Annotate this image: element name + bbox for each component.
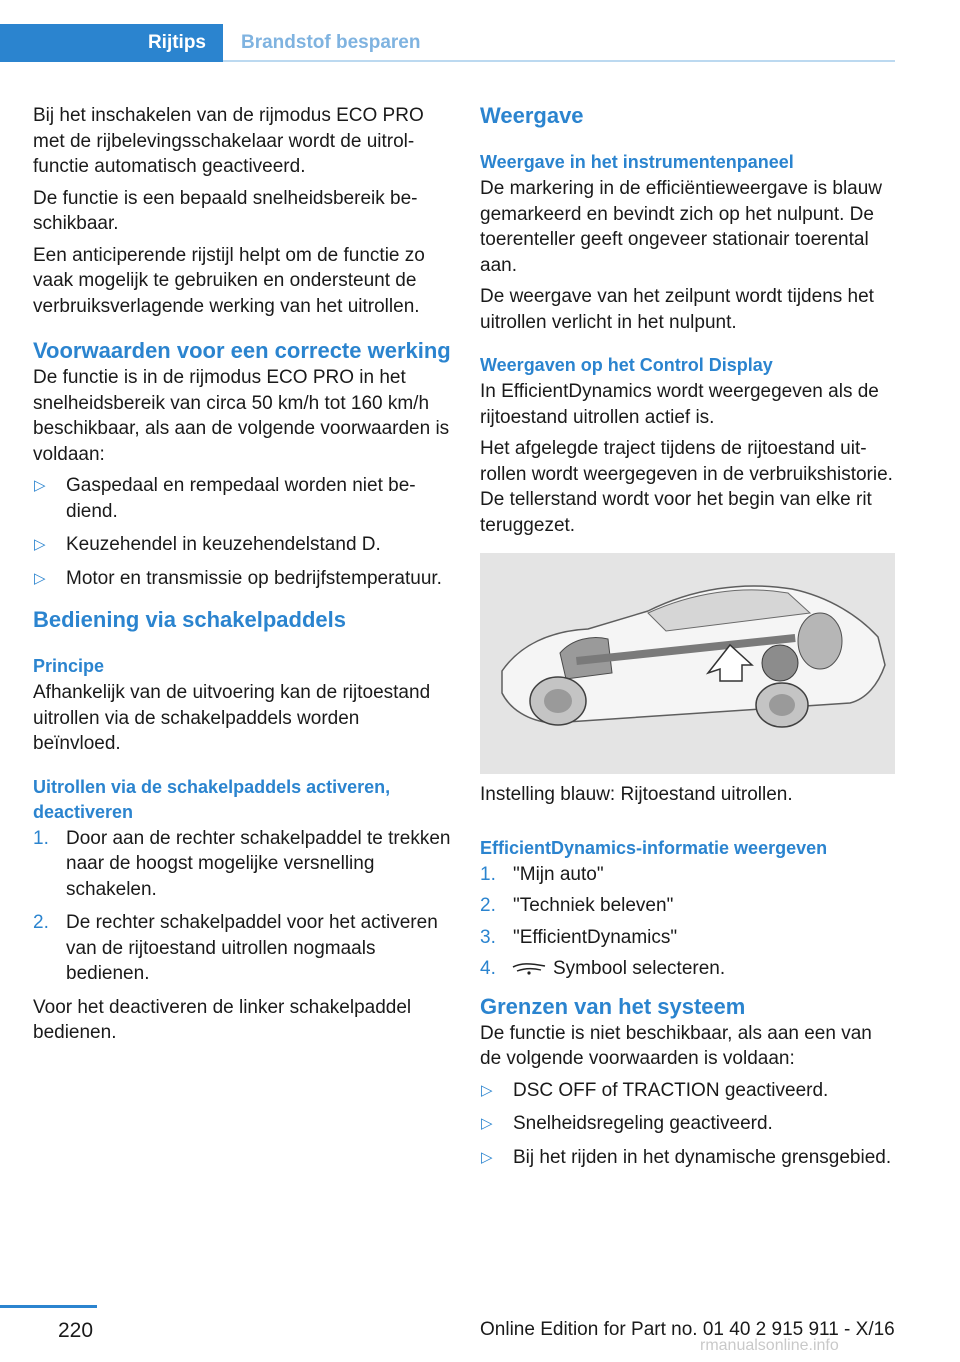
- display-heading: Weergave: [480, 103, 584, 128]
- control-text: Het afgelegde traject tijdens de rijtoestand uitrollen wordt weergegeven in de verbruikshistorie. De tellerstand wordt voor het begin van elke rit teruggezet.: [480, 438, 893, 536]
- edition-text: Online Edition for Part no. 01 40 2 915 911 - X/16: [480, 1319, 895, 1340]
- header-tabbar: [0, 24, 895, 62]
- list-item: ▷ Keuzehendel in keuzehendelstand D.: [33, 532, 451, 558]
- limits-list: [480, 1078, 898, 1171]
- intro-paragraph: Een anticiperende rijstijl helpt om de functie zo vaak mogelijk te gebruiken en ondersteunt de verbruiksverlagende werking van het uitrollen.: [33, 244, 425, 317]
- list-item: ▷ DSC OFF of TRACTION geactiveerd.: [480, 1078, 898, 1104]
- activate-steps: [33, 826, 451, 987]
- principle-text: Afhankelijk van de uitvoering kan de rijtoestand uitrollen via de schakelpaddels worden beïnvloed.: [33, 682, 431, 754]
- info-steps: [480, 862, 898, 982]
- left-column: [33, 103, 451, 1052]
- intro-paragraph: Bij het inschakelen van de rijmodus ECO PRO met de rijbelevingsschakelaar wordt de uitrolfunctie automatisch geactiveerd.: [33, 105, 424, 177]
- bullet-icon: ▷: [34, 536, 46, 553]
- bullet-icon: ▷: [481, 1115, 493, 1132]
- tab-rijtips[interactable]: Rijtips: [0, 24, 223, 62]
- car-illustration: [480, 553, 895, 774]
- panel-text: De markering in de efficiëntieweergave is blauw gemarkeerd en bevindt zich op het nulpunt. De toerenteller geeft ongeveer stationair toerental aan.: [480, 178, 883, 276]
- car-drawing: [480, 553, 895, 774]
- list-item: 1. Door aan de rechter schakelpaddel te trekken naar de hoogst mogelijke versnelling schakelen.: [33, 827, 451, 900]
- tab-brandstof-besparen[interactable]: Brandstof besparen: [241, 32, 421, 53]
- footer-accent-line: [0, 1305, 97, 1308]
- control-heading: Weergaven op het Control Display: [480, 355, 773, 375]
- list-item: 2. "Techniek beleven": [480, 895, 674, 916]
- activate-heading: Uitrollen via de schakelpaddels activeren, deactiveren: [33, 776, 391, 822]
- panel-text: De weergave van het zeilpunt wordt tijdens het uitrollen verlicht in het nulpunt.: [480, 286, 874, 333]
- list-item: ▷ Gaspedaal en rempedaal worden niet bediend.: [34, 475, 416, 522]
- bullet-icon: ▷: [34, 477, 46, 494]
- list-item: 1. "Mijn auto": [480, 863, 604, 885]
- bullet-icon: ▷: [34, 569, 46, 587]
- intro-paragraph: De functie is een bepaald snelheidsbereik beschikbaar.: [33, 187, 418, 234]
- principle-heading: Principe: [33, 656, 105, 676]
- limits-heading: Grenzen van het systeem: [480, 993, 746, 1019]
- limits-text: De functie is niet beschikbaar, als aan een van de volgende voorwaarden is voldaan:: [480, 1022, 872, 1069]
- bullet-icon: ▷: [481, 1148, 493, 1166]
- list-item: ▷ Motor en transmissie op bedrijfstemperatuur.: [33, 566, 451, 592]
- list-item: 4. Symbool selecteren.: [480, 958, 726, 979]
- list-item: 3. "EfficientDynamics": [480, 926, 678, 948]
- tab-underline: [223, 60, 895, 62]
- page-number: 220: [58, 1319, 94, 1342]
- conditions-list: [33, 473, 451, 591]
- list-item: 2. De rechter schakelpaddel voor het activeren van de rijtoestand uitrollen nogmaals bedienen.: [33, 912, 438, 984]
- deactivate-text: Voor het deactiveren de linker schakelpaddel bedienen.: [33, 996, 412, 1043]
- conditions-heading: Voorwaarden voor een correcte werking: [33, 338, 451, 363]
- list-item: ▷ Snelheidsregeling geactiveerd.: [480, 1111, 898, 1137]
- panel-heading: Weergave in het instrumentenpaneel: [480, 152, 794, 172]
- efficiency-swoosh-icon: [511, 962, 547, 976]
- info-heading: EfficientDynamics-informatie weergeven: [480, 837, 828, 858]
- control-text: In EfficientDynamics wordt weergegeven als de rijtoestand uitrollen actief is.: [480, 381, 879, 428]
- watermark: rmanualsonline.info: [700, 1337, 839, 1354]
- right-column: [480, 103, 898, 1178]
- list-item: ▷ Bij het rijden in het dynamische grensgebied.: [480, 1145, 898, 1171]
- paddles-heading: Bediening via schakelpaddels: [33, 607, 347, 632]
- conditions-text: De functie is in de rijmodus ECO PRO in het snelheidsbereik van circa 50 km/h tot 160 km/h beschikbaar, als aan de volgende voorwaarden is voldaan:: [33, 367, 450, 465]
- bullet-icon: ▷: [481, 1081, 493, 1099]
- figure-caption: Instelling blauw: Rijtoestand uitrollen.: [480, 784, 793, 805]
